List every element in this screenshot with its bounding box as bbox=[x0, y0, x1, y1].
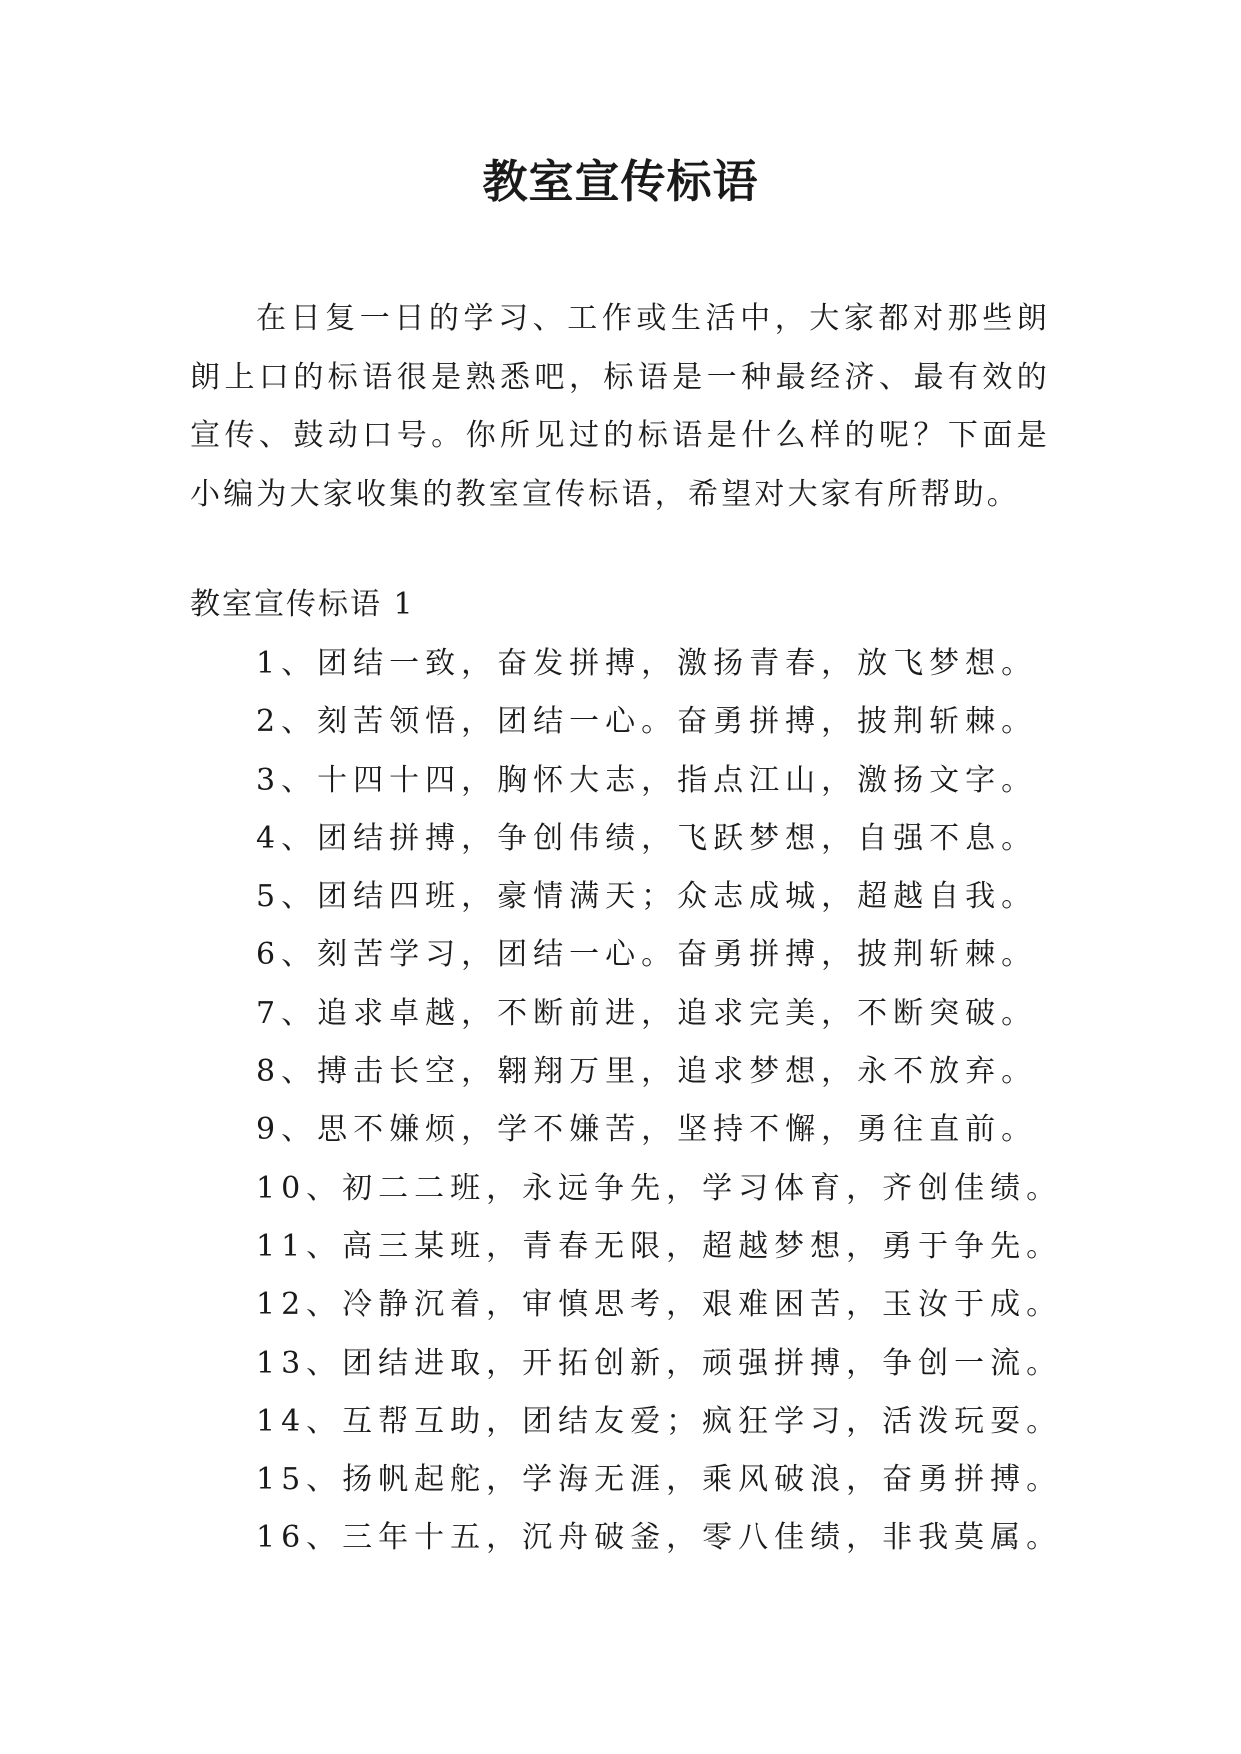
intro-paragraph: 在日复一日的学习、工作或生活中，大家都对那些朗朗上口的标语很是熟悉吧，标语是一种最经济、最有效的宣传、鼓动口号。你所见过的标语是什么样的呢？下面是小编为大家收集的教室宣传标语，希望对大家有所帮助。 bbox=[190, 301, 1050, 512]
slogan-item: 16、三年十五，沉舟破釜，零八佳绩，非我莫属。 bbox=[256, 1520, 1063, 1556]
slogan-item: 14、互帮互助，团结友爱；疯狂学习，活泼玩耍。 bbox=[256, 1403, 1063, 1439]
slogan-item: 8、搏击长空，翱翔万里，追求梦想，永不放弃。 bbox=[256, 1054, 1038, 1090]
slogan-item: 13、团结进取，开拓创新，顽强拼搏，争创一流。 bbox=[256, 1345, 1063, 1381]
slogan-item: 4、团结拼搏，争创伟绩，飞跃梦想，自强不息。 bbox=[256, 820, 1038, 856]
slogan-item: 11、高三某班，青春无限，超越梦想，勇于争先。 bbox=[256, 1228, 1063, 1264]
slogan-item: 6、刻苦学习，团结一心。奋勇拼搏，披荆斩棘。 bbox=[256, 937, 1038, 973]
slogan-item: 1、团结一致，奋发拼搏，激扬青春，放飞梦想。 bbox=[256, 646, 1038, 681]
slogan-list bbox=[256, 635, 1076, 1568]
document-title: 教室宣传标语 bbox=[482, 155, 759, 208]
slogan-item: 15、扬帆起舵，学海无涯，乘风破浪，奋勇拼搏。 bbox=[256, 1462, 1063, 1498]
slogan-item: 7、追求卓越，不断前进，追求完美，不断突破。 bbox=[256, 995, 1038, 1031]
slogan-item: 9、思不嫌烦，学不嫌苦，坚持不懈，勇往直前。 bbox=[256, 1112, 1038, 1148]
slogan-item: 10、初二二班，永远争先，学习体育，齐创佳绩。 bbox=[256, 1170, 1063, 1206]
section-heading: 教室宣传标语 1 bbox=[190, 587, 415, 622]
slogan-item: 2、刻苦领悟，团结一心。奋勇拼搏，披荆斩棘。 bbox=[256, 704, 1038, 740]
slogan-item: 5、团结四班，豪情满天；众志成城，超越自我。 bbox=[256, 879, 1038, 915]
slogan-item: 3、十四十四，胸怀大志，指点江山，激扬文字。 bbox=[256, 762, 1038, 798]
slogan-item: 12、冷静沉着，审慎思考，艰难困苦，玉汝于成。 bbox=[256, 1287, 1063, 1323]
